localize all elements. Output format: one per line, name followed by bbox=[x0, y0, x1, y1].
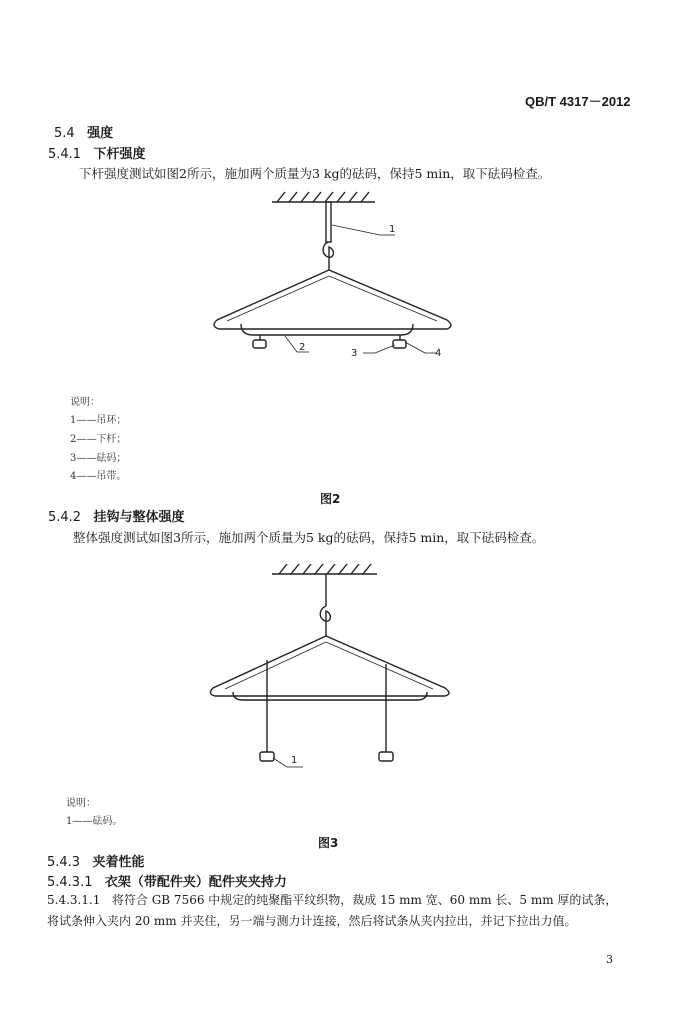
hook bbox=[320, 606, 330, 636]
hook bbox=[323, 242, 333, 270]
section-5-4-2-heading bbox=[48, 506, 185, 525]
section-5-4-1-body: 下杆强度测试如图2所示，施加两个质量为3 kg的砝码，保持5 min，取下砝码检查。 bbox=[79, 166, 551, 181]
figure-3-legend-item: 1——砝码。 bbox=[66, 816, 123, 827]
callout-3: 3 bbox=[351, 348, 358, 359]
figure-3-caption: 图3 bbox=[318, 836, 339, 850]
figure-3-legend-title: 说明： bbox=[66, 798, 96, 809]
section-number: 5.4.1 bbox=[48, 147, 82, 162]
section-number: 5.4.3 bbox=[47, 855, 81, 870]
section-number: 5.4.2 bbox=[48, 510, 82, 525]
weight-left bbox=[253, 340, 266, 348]
section-5-4-3-1-heading bbox=[47, 871, 287, 890]
figure-2-drawing bbox=[205, 190, 455, 365]
figure-2-legend-item: 1——吊环； bbox=[70, 415, 127, 426]
section-number: 5.4.3.1 bbox=[47, 875, 93, 890]
figure-2-legend-item: 4——吊带。 bbox=[70, 471, 127, 482]
callout-1: 1 bbox=[291, 755, 298, 766]
section-title: 强度 bbox=[87, 126, 114, 141]
section-5-4-3-heading bbox=[47, 851, 145, 870]
figure-2-legend-title: 说明： bbox=[70, 397, 100, 408]
section-5-4-3-1-1-line-2: 将试条伸入夹内 20 mm 并夹住，另一端与测力计连接，然后将试条从夹内拉出，并记下拉出力值。 bbox=[47, 914, 577, 928]
section-title: 下杆强度 bbox=[93, 147, 146, 162]
section-title: 夹着性能 bbox=[92, 855, 145, 870]
section-title: 挂钩与整体强度 bbox=[93, 510, 185, 525]
callout-1: 1 bbox=[389, 224, 396, 235]
section-number: 5.4 bbox=[54, 126, 75, 141]
figure-2-legend-item: 3——砝码； bbox=[70, 453, 127, 464]
figure-2-legend-item: 2——下杆； bbox=[70, 434, 127, 445]
standard-number: QB/T 4317－2012 bbox=[525, 94, 631, 109]
paragraph-text: 将符合 GB 7566 中规定的纯聚酯平纹织物，裁成 15 mm 宽、60 mm 长、5 mm 厚的试条， bbox=[111, 893, 618, 907]
ceiling-hatch bbox=[277, 192, 369, 202]
section-5-4-1-heading bbox=[48, 143, 146, 162]
section-5-4-2-body: 整体强度测试如图3所示，施加两个质量为5 kg的砝码，保持5 min，取下砝码检查。 bbox=[73, 530, 545, 545]
figure-3-drawing bbox=[205, 560, 455, 780]
suspension-ring bbox=[326, 202, 331, 242]
section-number: 5.4.3.1.1 bbox=[47, 893, 101, 907]
weight-right bbox=[379, 752, 393, 761]
page-number: 3 bbox=[606, 953, 613, 966]
callout-4: 4 bbox=[435, 348, 442, 359]
section-5-4-3-1-1-line-1 bbox=[47, 891, 617, 908]
weight-right bbox=[393, 340, 406, 348]
section-5-4-heading bbox=[54, 122, 113, 141]
ceiling-hatch bbox=[279, 564, 371, 574]
hanger-body bbox=[210, 636, 449, 696]
section-title: 衣架（带配件夹）配件夹夹持力 bbox=[104, 875, 287, 890]
hanger-body bbox=[214, 270, 451, 329]
callout-2: 2 bbox=[299, 342, 306, 353]
weight-left bbox=[260, 752, 274, 761]
figure-2-caption: 图2 bbox=[320, 492, 341, 506]
